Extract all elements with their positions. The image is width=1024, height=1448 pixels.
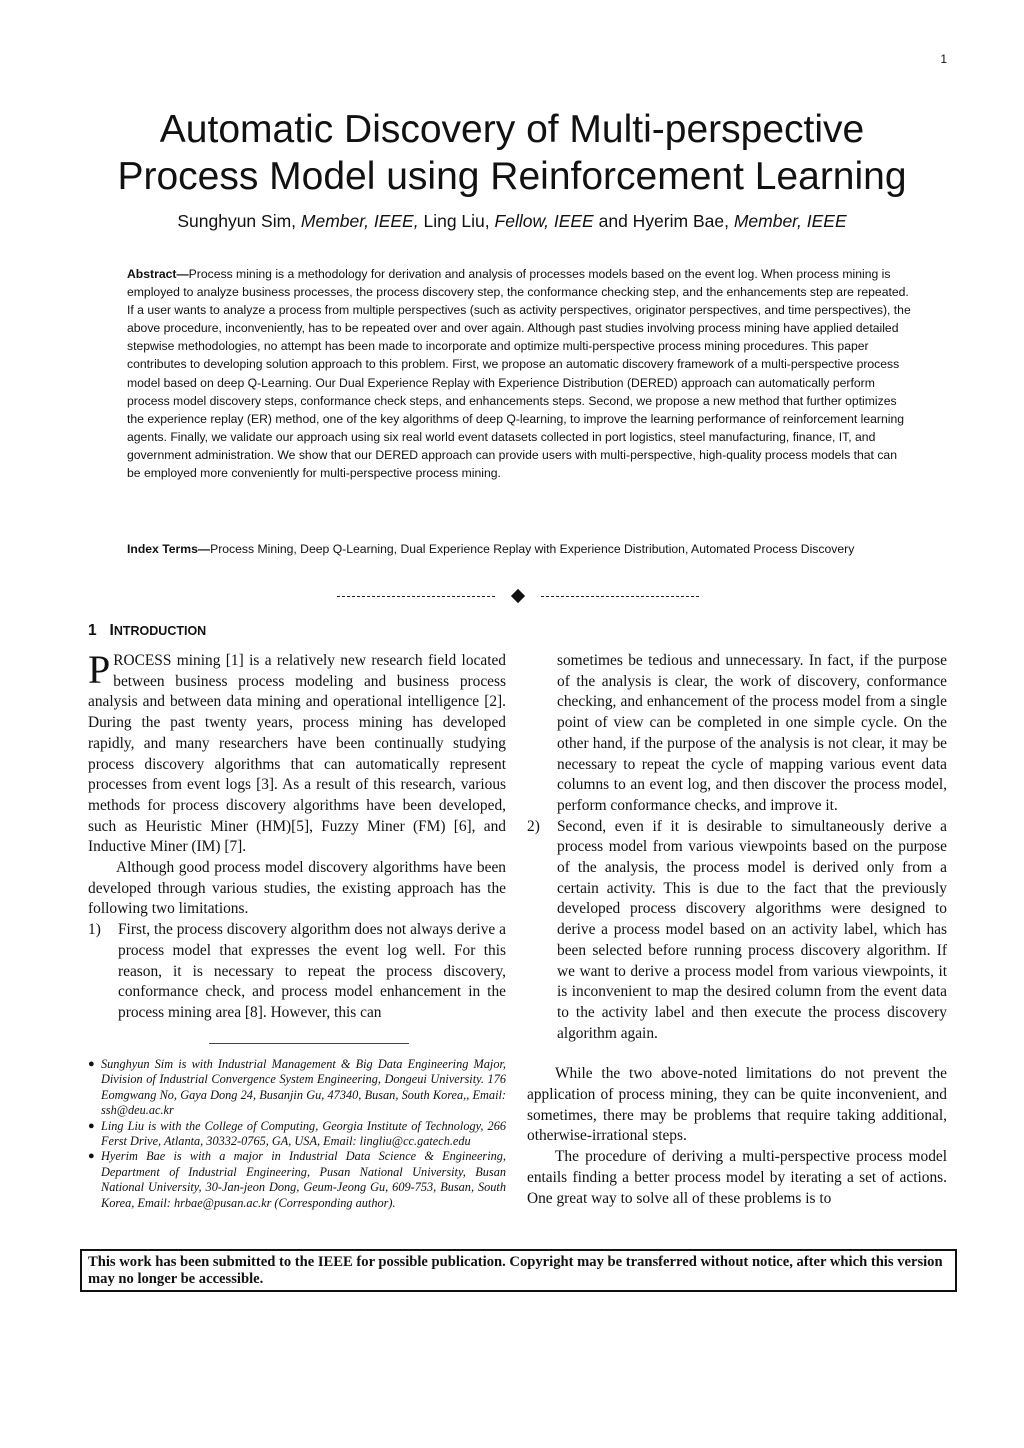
footnote-text: Sunghyun Sim is with Industrial Management & Big Data Engineering Major, Division of Industrial Convergence System Engineering, Dongeui University. 176 Eomgwang No, Gaya Dong 24, Busanjin Gu, 47340, Busan, South Korea,, Email: ssh@deu.ac.kr bbox=[101, 1057, 506, 1118]
author-name: and Hyerim Bae, bbox=[598, 211, 729, 231]
paper-title bbox=[60, 106, 964, 200]
index-terms-dash: — bbox=[197, 542, 211, 556]
left-column bbox=[88, 647, 506, 1024]
section-separator bbox=[337, 588, 699, 604]
item-text: Second, even if it is desirable to simultaneously derive a process model from various viewpoints based on the purpose of the analysis, the process model is derived only from a certain activity. This is due to the fact that the previously developed process discovery algorithms were designed to derive a process model based on an activity label, which has been selected before running process discovery algorithm. If we want to derive a process model from various viewpoints, it is inconvenient to map the desired column from the event data to the activity label and then execute the process discovery algorithm again. bbox=[557, 817, 947, 1042]
paragraph-text: mining [1] is a relatively new research field located between business process modeling and business process analysis and between data mining and operational intelligence [2]. During the past twenty years, process mining has developed rapidly, and many researchers have been continually studying process discovery algorithms that can automatically represent processes from event logs [3]. As a result of this research, various methods for process discovery algorithms have been developed, such as Heuristic Miner (HM)[5], Fuzzy Miner (FM) [6], and Inductive Miner (IM) [7]. bbox=[88, 652, 506, 856]
diamond-icon bbox=[511, 589, 525, 603]
author-role: Fellow, IEEE bbox=[494, 211, 594, 231]
index-terms bbox=[127, 540, 911, 558]
item-text: First, the process discovery algorithm does not always derive a process model that expresses the event log well. For this reason, it is necessary to repeat the process discovery, conformance check, and process model enhancement in the process mining area [8]. However, this can bbox=[118, 921, 506, 1021]
paragraph: While the two above-noted limitations do not prevent the application of process mining, they can be quite inconvenient, and sometimes, there may be problems that require taking additional, otherwise-irrational steps. bbox=[527, 1065, 947, 1145]
footnote-text: Hyerim Bae is with a major in Industrial Data Science & Engineering, Department of Industrial Engineering, Pusan National University, Busan National University, 30-Jan-jeon Dong, Geum-Jeong Gu, 609-753, Busan, South Korea, Email: hrbae@pusan.ac.kr (Corresponding author). bbox=[101, 1149, 506, 1210]
footnote bbox=[88, 1057, 506, 1119]
footnote bbox=[88, 1149, 506, 1211]
paragraph bbox=[88, 647, 506, 858]
paragraph: Although good process model discovery algorithms have been developed through various studies, the existing approach has the following two limitations. bbox=[88, 859, 506, 918]
index-terms-label: Index Terms bbox=[127, 542, 198, 556]
footnotes bbox=[88, 1057, 506, 1211]
abstract bbox=[127, 265, 911, 482]
footnote-rule bbox=[209, 1043, 409, 1044]
item-number: 2) bbox=[527, 817, 540, 835]
bullet-icon: ● bbox=[88, 1058, 95, 1070]
abstract-text: Process mining is a methodology for derivation and analysis of processes models based on the event log. When process mining is employed to analyze business processes, the process discovery step, the conformance checking step, and the enhancements step are repeated. If a user wants to analyze a process from multiple perspectives (such as activity perspectives, originator perspectives, and time perspectives), the above procedure, inconveniently, has to be repeated over and over again. Although past studies involving process mining have applied detailed stepwise methodologies, no attempt has been made to incorporate and optimize multi-perspective process mining procedures. This paper contributes to developing solution approach to this problem. First, we propose an automatic discovery framework of a multi-perspective process model based on deep Q-Learning. Our Dual Experience Replay with Experience Distribution (DERED) approach can automatically perform process model discovery steps, conformance check steps, and enhancements steps. Second, we propose a new method that further optimizes the experience replay (ER) method, one of the key algorithms of deep Q-learning, to improve the learning performance of reinforcement learning agents. Finally, we validate our approach using six real world event datasets collected in port logistics, steel manufacturing, finance, IT, and government administration. We show that our DERED approach can provide users with multi-perspective, high-quality process models that can be employed more conveniently for multi-perspective process mining. bbox=[127, 267, 911, 481]
bullet-icon: ● bbox=[88, 1150, 95, 1163]
section-heading bbox=[88, 622, 206, 640]
section-title-initial: I bbox=[109, 622, 114, 639]
footnote bbox=[88, 1119, 506, 1150]
numbered-item bbox=[88, 920, 506, 1024]
abstract-dash: — bbox=[176, 267, 189, 281]
index-terms-text: Process Mining, Deep Q-Learning, Dual Experience Replay with Experience Distribution, Automated Process Discovery bbox=[210, 542, 855, 556]
footnote-text: Ling Liu is with the College of Computing, Georgia Institute of Technology, 266 Ferst Drive, Atlanta, 30332-0765, GA, USA, Email: lingliu@cc.gatech.edu bbox=[101, 1118, 506, 1149]
spacer bbox=[527, 1044, 947, 1064]
submission-notice: This work has been submitted to the IEEE for possible publication. Copyright may be transferred without notice, after which this version may no longer be accessible. bbox=[80, 1249, 957, 1292]
author-list bbox=[60, 211, 964, 232]
item-number: 1) bbox=[88, 921, 101, 939]
author-role: Member, IEEE bbox=[733, 211, 847, 231]
page-number: 1 bbox=[940, 52, 947, 66]
separator-dashes-right bbox=[541, 596, 699, 597]
author-name: Ling Liu, bbox=[423, 211, 490, 231]
author-role: Member, IEEE, bbox=[300, 211, 419, 231]
right-column bbox=[527, 651, 947, 1209]
numbered-item bbox=[527, 817, 947, 1045]
section-number: 1 bbox=[88, 622, 97, 639]
bullet-icon: ● bbox=[88, 1119, 95, 1132]
section-title-rest: NTRODUCTION bbox=[113, 624, 207, 638]
smallcaps-lead: ROCESS bbox=[113, 652, 172, 669]
dropcap: P bbox=[88, 647, 111, 692]
title-line-2: Process Model using Reinforcement Learning bbox=[117, 155, 907, 198]
item-continuation: sometimes be tedious and unnecessary. In fact, if the purpose of the analysis is clear, the work of discovery, conformance checking, and enhancement of the process model from a single point of view can be completed in one simple cycle. On the other hand, if the purpose of the analysis is not clear, it may be necessary to repeat the cycle of mapping various event data columns to an event log, and then discover the process model, perform conformance checks, and improve it. bbox=[557, 652, 947, 814]
separator-dashes-left bbox=[337, 596, 495, 597]
paragraph: The procedure of deriving a multi-perspective process model entails finding a better process model by iterating a set of actions. One great way to solve all of these problems is to bbox=[527, 1148, 947, 1207]
title-line-1: Automatic Discovery of Multi-perspective bbox=[159, 108, 865, 151]
author-name: Sunghyun Sim, bbox=[177, 211, 297, 231]
abstract-label: Abstract bbox=[127, 267, 177, 281]
